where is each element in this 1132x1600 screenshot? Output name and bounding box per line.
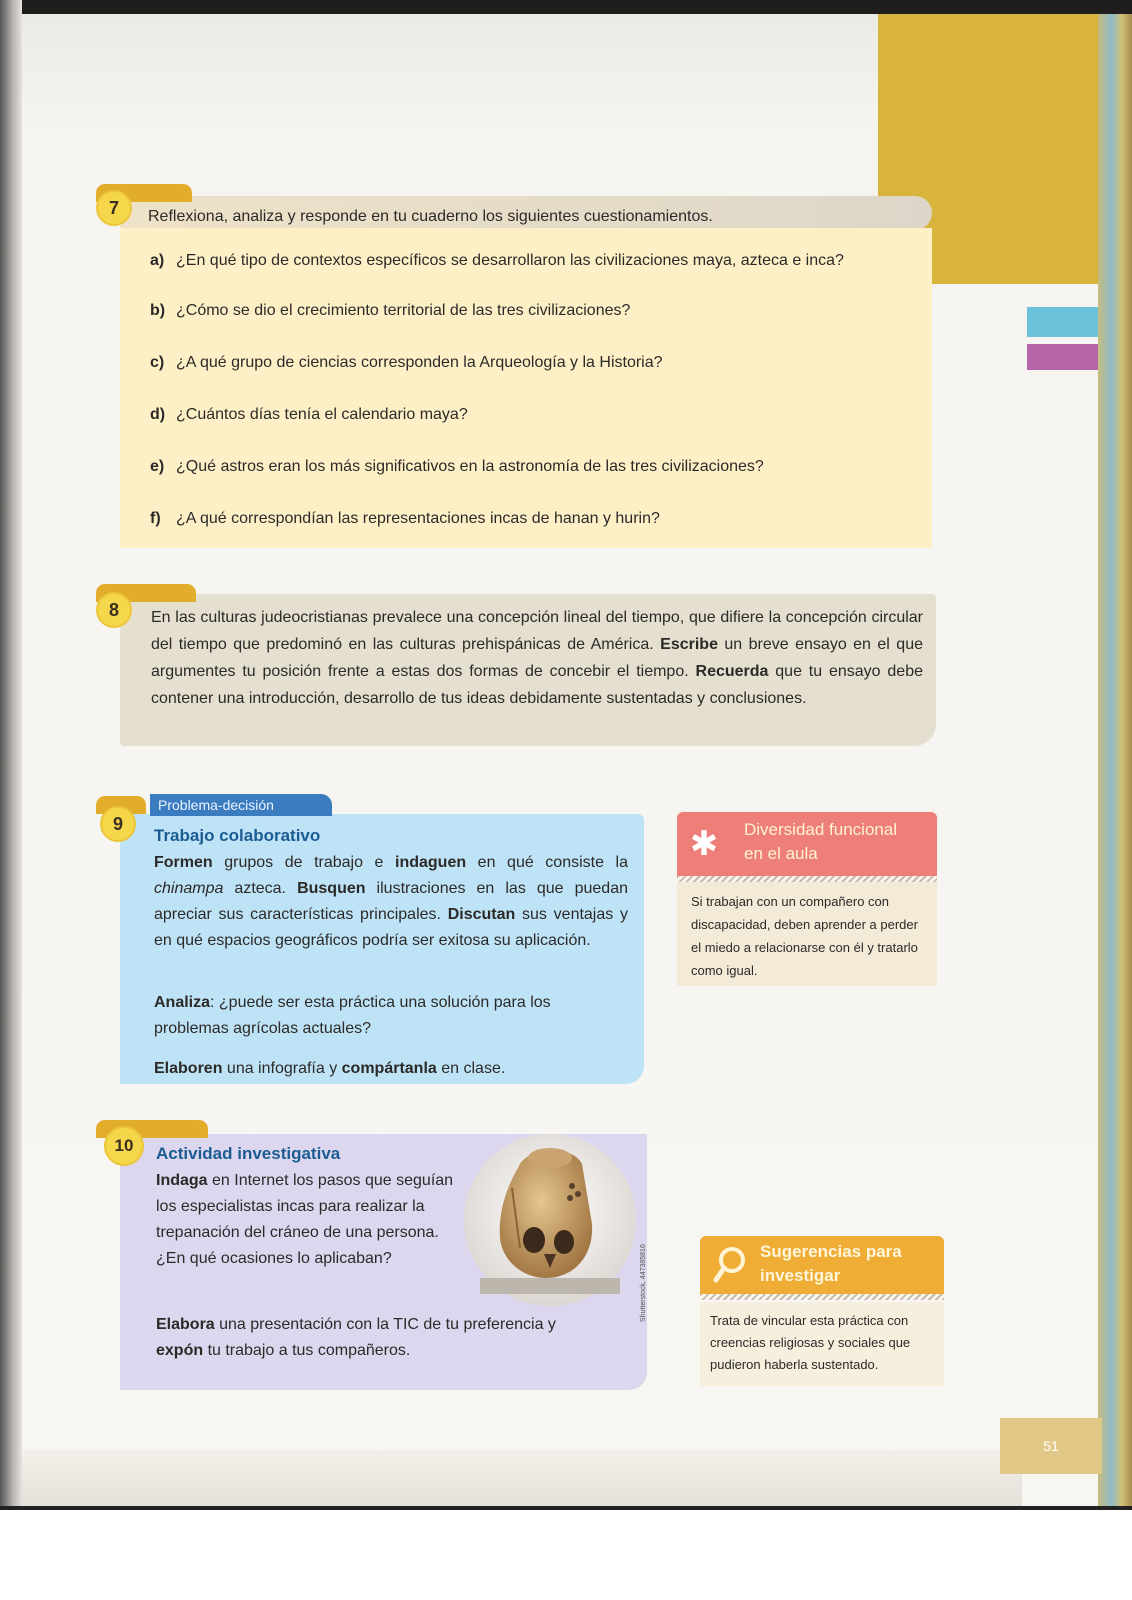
question-f: f) ¿A qué correspondían las representaciones incas de hanan y hurin? — [150, 510, 660, 527]
diversidad-text: Si trabajan con un compañero con discapacidad, deben aprender a perder el miedo a relacionarse con él y tratarlo como igual. — [691, 894, 918, 978]
sugerencias-title: Sugerencias para investigar — [760, 1242, 902, 1285]
activity9-number: 9 — [100, 806, 136, 842]
book-spine — [0, 0, 22, 1510]
blank-margin — [0, 1510, 1132, 1600]
question-c: c) ¿A qué grupo de ciencias corresponden la Arqueología y la Historia? — [150, 354, 663, 371]
activity7-prompt: Reflexiona, analiza y responde en tu cuaderno los siguientes cuestionamientos. — [148, 208, 713, 225]
activity8-text: En las culturas judeocristianas prevalece una concepción lineal del tiempo, que difiere la concepción circular del tiempo que predominó en las culturas prehispánicas de América. Escribe un breve ensayo en el que argumentes tu posición frente a estas dos formas de concebir el tiempo. Recuerda que tu ensayo debe contener una introducción, desarrollo de tus ideas debidamente sustentadas y conclusiones. — [151, 609, 924, 707]
sugerencias-text: Trata de vincular esta práctica con creencias religiosas y sociales que pudieron haberla sustentado. — [710, 1313, 911, 1372]
activity7-number: 7 — [96, 190, 132, 226]
activity9-title: Trabajo colaborativo — [154, 826, 321, 845]
activity9-paragraph3: Elaboren una infografía y compártanla en clase. — [154, 1060, 506, 1077]
flower-icon: ✱ — [689, 825, 719, 863]
activity9-paragraph1: Formen grupos de trabajo e indaguen en qué consiste la chinampa azteca. Busquen ilustraciones en las que puedan apreciar sus características principales. Discutan sus ventajas y en qué espacios geográficos podría ser exitosa su aplicación. — [154, 854, 629, 949]
activity9-paragraph2: Analiza: ¿puede ser esta práctica una solución para los problemas agrícolas actuales? — [154, 994, 551, 1037]
bottom-band — [22, 1450, 1022, 1510]
activity10-number: 10 — [104, 1126, 144, 1166]
activity9-label: Problema-decisión — [150, 794, 332, 816]
page-number: 51 — [1000, 1418, 1102, 1474]
activity7-box — [120, 228, 932, 548]
activity10-paragraph2: Elabora una presentación con la TIC de tu preferencia y expón tu trabajo a tus compañeros. — [156, 1316, 556, 1359]
sugerencias-divider — [700, 1294, 944, 1300]
image-credit: Shutterstock, 447385816 — [640, 1244, 647, 1322]
activity10-paragraph1: Indaga en Internet los pasos que seguían los especialistas incas para realizar la trepanación del cráneo de una persona. ¿En qué ocasiones lo aplicaban? — [156, 1172, 454, 1267]
activity8-number: 8 — [96, 592, 132, 628]
diversidad-title: Diversidad funcional en el aula — [744, 820, 898, 863]
skull-photo — [460, 1128, 640, 1308]
activity10-title: Actividad investigativa — [156, 1144, 341, 1163]
question-a: a) ¿En qué tipo de contextos específicos se desarrollaron las civilizaciones maya, azteca e inca? — [150, 252, 844, 269]
question-b: b) ¿Cómo se dio el crecimiento territorial de las tres civilizaciones? — [150, 302, 631, 319]
magnifier-icon — [710, 1244, 750, 1284]
question-d: d) ¿Cuántos días tenía el calendario maya? — [150, 406, 468, 423]
question-e: e) ¿Qué astros eran los más significativos en la astronomía de las tres civilizaciones? — [150, 458, 764, 475]
top-edge — [0, 0, 1132, 14]
page-edges — [1098, 14, 1132, 1510]
